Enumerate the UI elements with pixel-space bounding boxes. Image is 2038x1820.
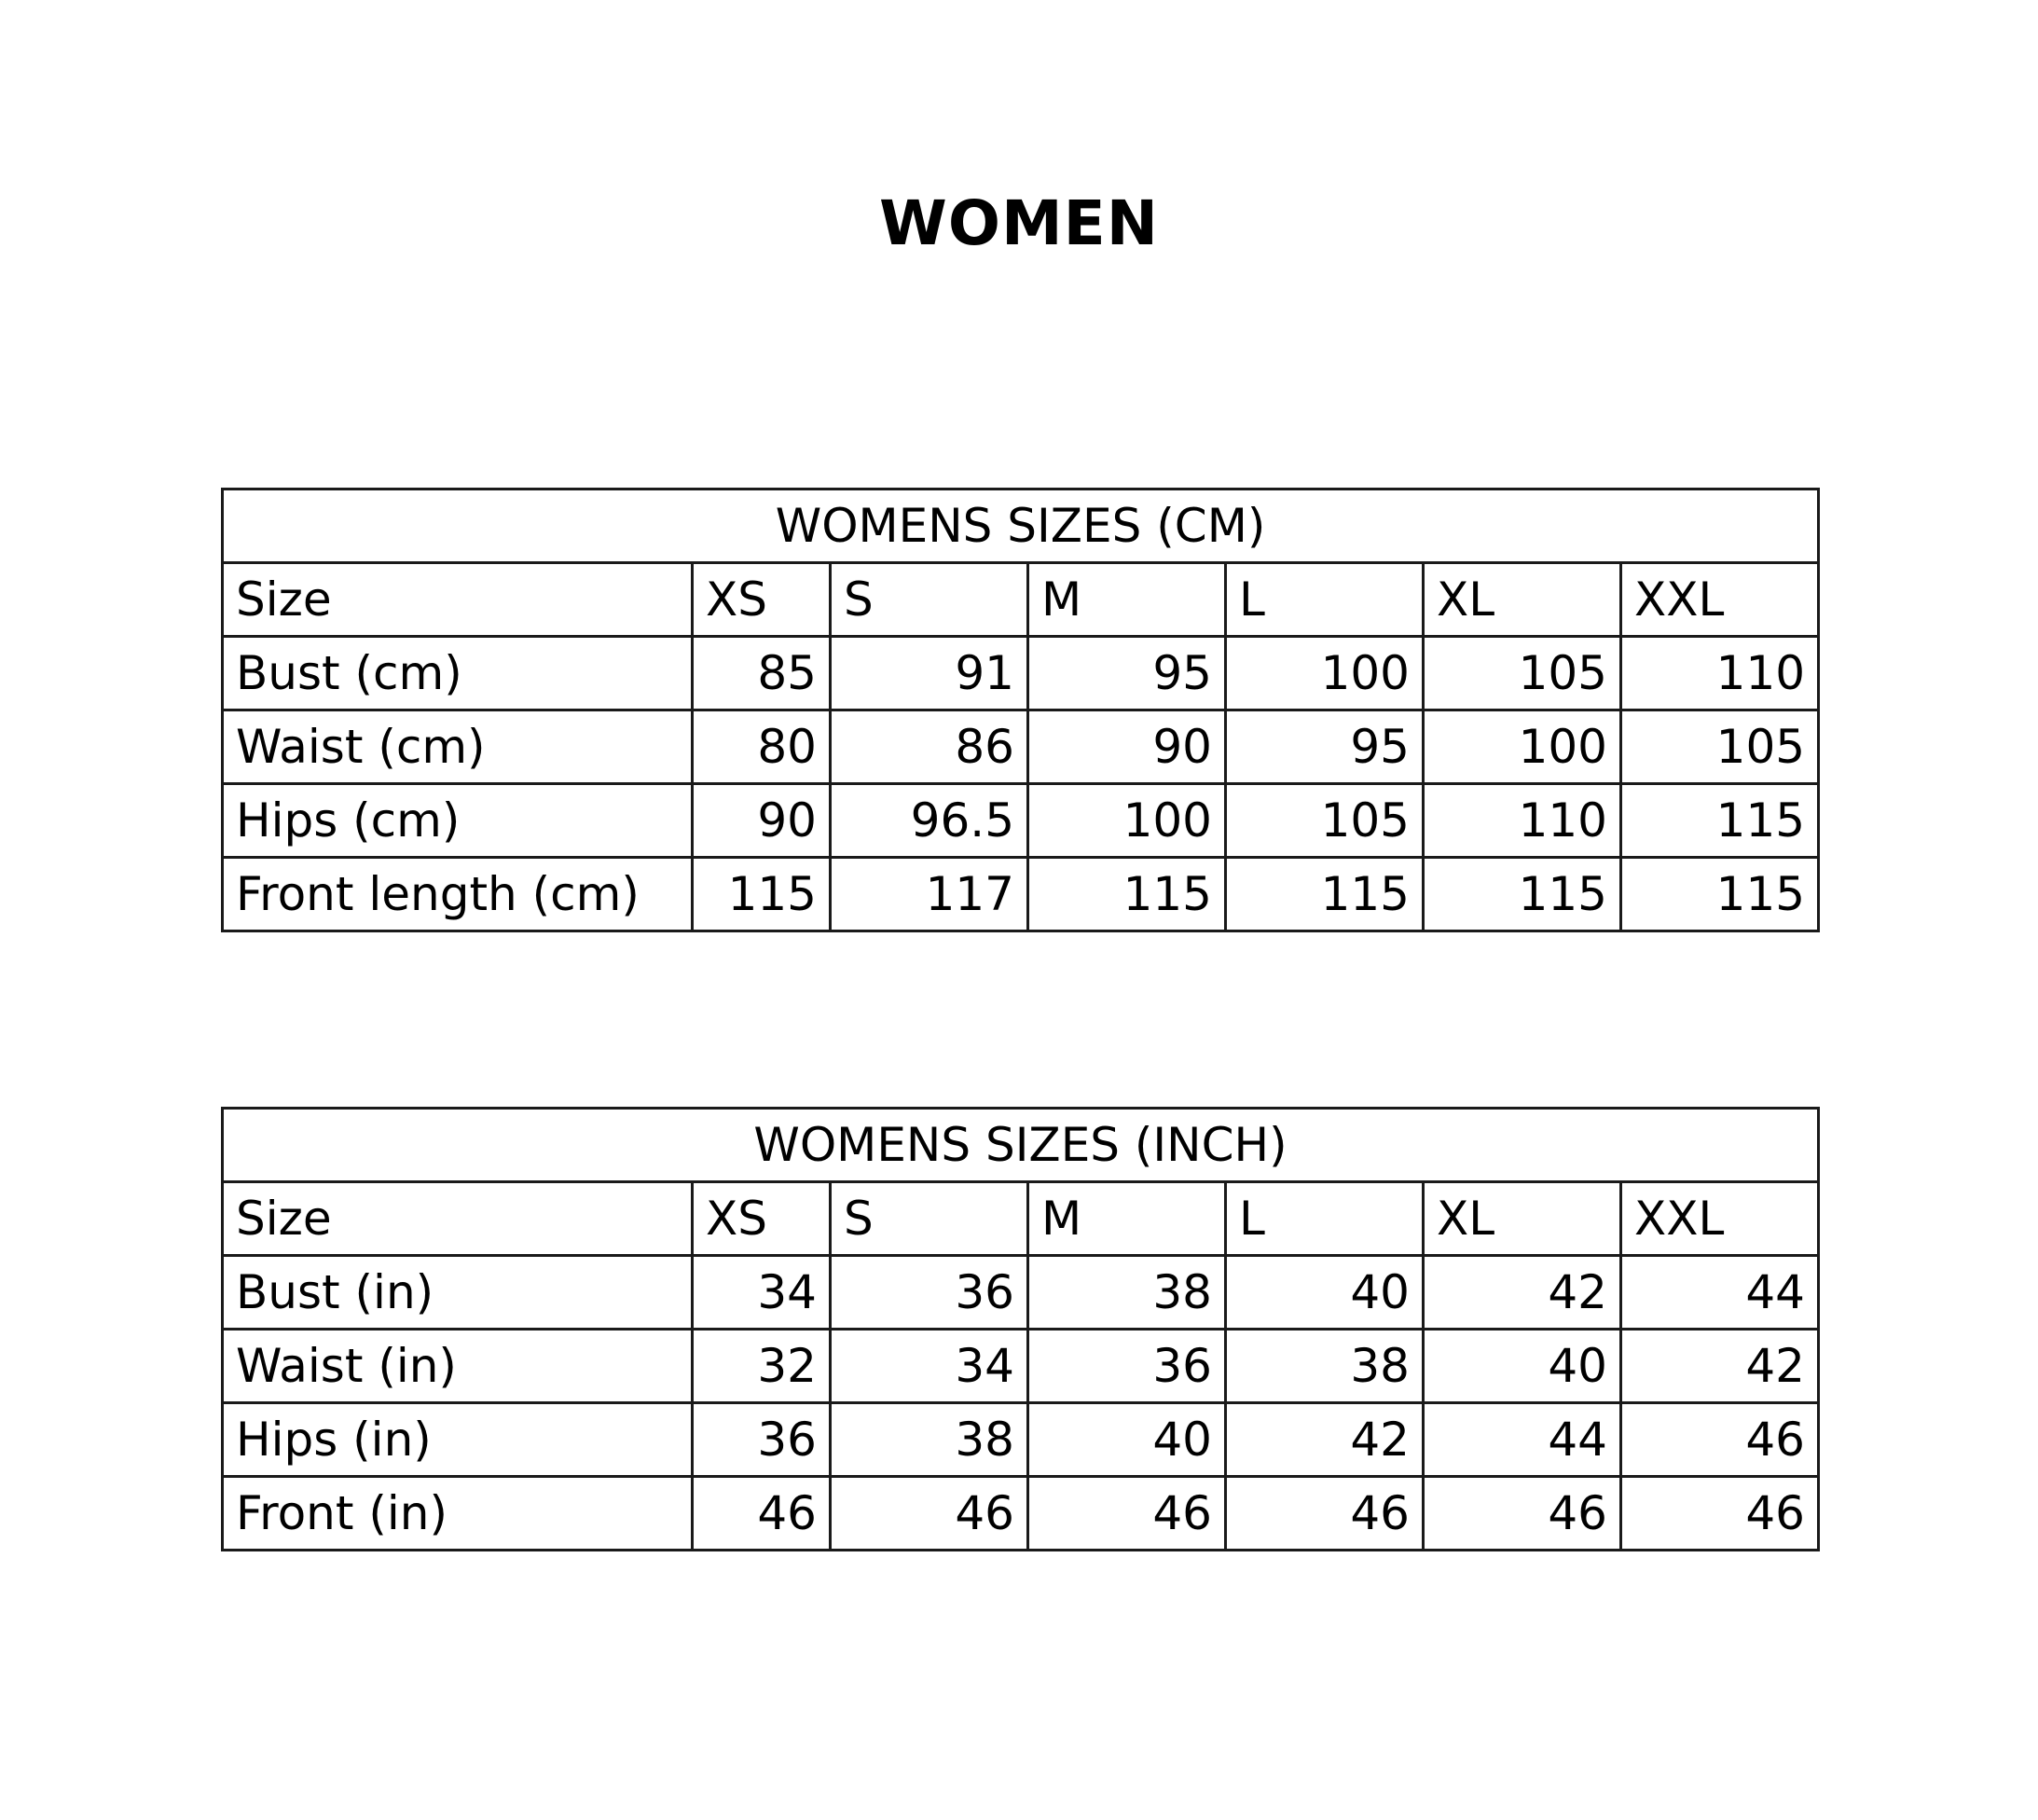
value-cell: 91 — [831, 637, 1028, 710]
value-cell: 80 — [693, 710, 831, 784]
header-cell: L — [1226, 563, 1424, 637]
size-table-cm — [221, 488, 1820, 932]
value-cell: 115 — [1028, 858, 1226, 931]
table-caption-row — [223, 1109, 1819, 1182]
value-cell: 36 — [1028, 1330, 1226, 1403]
row-label: Hips (cm) — [223, 784, 693, 858]
value-cell: 105 — [1621, 710, 1819, 784]
table-row — [223, 858, 1819, 931]
row-label: Bust (cm) — [223, 637, 693, 710]
value-cell: 110 — [1424, 784, 1621, 858]
row-label: Front length (cm) — [223, 858, 693, 931]
table-header-row — [223, 1182, 1819, 1256]
header-cell: XS — [693, 1182, 831, 1256]
table-row — [223, 784, 1819, 858]
row-label: Waist (in) — [223, 1330, 693, 1403]
value-cell: 96.5 — [831, 784, 1028, 858]
value-cell: 115 — [1621, 784, 1819, 858]
value-cell: 46 — [1226, 1477, 1424, 1551]
value-cell: 46 — [1621, 1477, 1819, 1551]
value-cell: 46 — [693, 1477, 831, 1551]
value-cell: 115 — [1226, 858, 1424, 931]
value-cell: 42 — [1424, 1256, 1621, 1330]
table-row — [223, 1256, 1819, 1330]
value-cell: 40 — [1028, 1403, 1226, 1477]
header-cell: XL — [1424, 1182, 1621, 1256]
value-cell: 42 — [1621, 1330, 1819, 1403]
value-cell: 34 — [693, 1256, 831, 1330]
header-cell: XXL — [1621, 1182, 1819, 1256]
header-cell: L — [1226, 1182, 1424, 1256]
value-cell: 38 — [1226, 1330, 1424, 1403]
header-cell: Size — [223, 563, 693, 637]
value-cell: 115 — [693, 858, 831, 931]
value-cell: 36 — [831, 1256, 1028, 1330]
header-cell: S — [831, 563, 1028, 637]
value-cell: 44 — [1424, 1403, 1621, 1477]
value-cell: 90 — [693, 784, 831, 858]
value-cell: 85 — [693, 637, 831, 710]
value-cell: 46 — [1028, 1477, 1226, 1551]
value-cell: 34 — [831, 1330, 1028, 1403]
header-cell: M — [1028, 1182, 1226, 1256]
row-label: Front (in) — [223, 1477, 693, 1551]
value-cell: 46 — [1424, 1477, 1621, 1551]
header-cell: XXL — [1621, 563, 1819, 637]
value-cell: 40 — [1226, 1256, 1424, 1330]
value-cell: 115 — [1424, 858, 1621, 931]
table-row — [223, 1403, 1819, 1477]
table-caption: WOMENS SIZES (CM) — [223, 489, 1819, 563]
value-cell: 32 — [693, 1330, 831, 1403]
value-cell: 95 — [1028, 637, 1226, 710]
value-cell: 42 — [1226, 1403, 1424, 1477]
table-row — [223, 710, 1819, 784]
row-label: Bust (in) — [223, 1256, 693, 1330]
header-cell: XS — [693, 563, 831, 637]
value-cell: 117 — [831, 858, 1028, 931]
size-table-inch — [221, 1107, 1820, 1551]
row-label: Hips (in) — [223, 1403, 693, 1477]
table-caption: WOMENS SIZES (INCH) — [223, 1109, 1819, 1182]
value-cell: 95 — [1226, 710, 1424, 784]
value-cell: 38 — [1028, 1256, 1226, 1330]
value-cell: 44 — [1621, 1256, 1819, 1330]
value-cell: 105 — [1424, 637, 1621, 710]
header-cell: S — [831, 1182, 1028, 1256]
table-row — [223, 637, 1819, 710]
value-cell: 40 — [1424, 1330, 1621, 1403]
table-row — [223, 1477, 1819, 1551]
value-cell: 115 — [1621, 858, 1819, 931]
table-row — [223, 1330, 1819, 1403]
value-cell: 90 — [1028, 710, 1226, 784]
value-cell: 105 — [1226, 784, 1424, 858]
value-cell: 46 — [831, 1477, 1028, 1551]
table-header-row — [223, 563, 1819, 637]
header-cell: M — [1028, 563, 1226, 637]
table-caption-row — [223, 489, 1819, 563]
value-cell: 46 — [1621, 1403, 1819, 1477]
value-cell: 36 — [693, 1403, 831, 1477]
value-cell: 38 — [831, 1403, 1028, 1477]
header-cell: Size — [223, 1182, 693, 1256]
page-title: WOMEN — [879, 187, 1159, 259]
header-cell: XL — [1424, 563, 1621, 637]
value-cell: 86 — [831, 710, 1028, 784]
row-label: Waist (cm) — [223, 710, 693, 784]
value-cell: 100 — [1226, 637, 1424, 710]
value-cell: 100 — [1028, 784, 1226, 858]
value-cell: 110 — [1621, 637, 1819, 710]
value-cell: 100 — [1424, 710, 1621, 784]
